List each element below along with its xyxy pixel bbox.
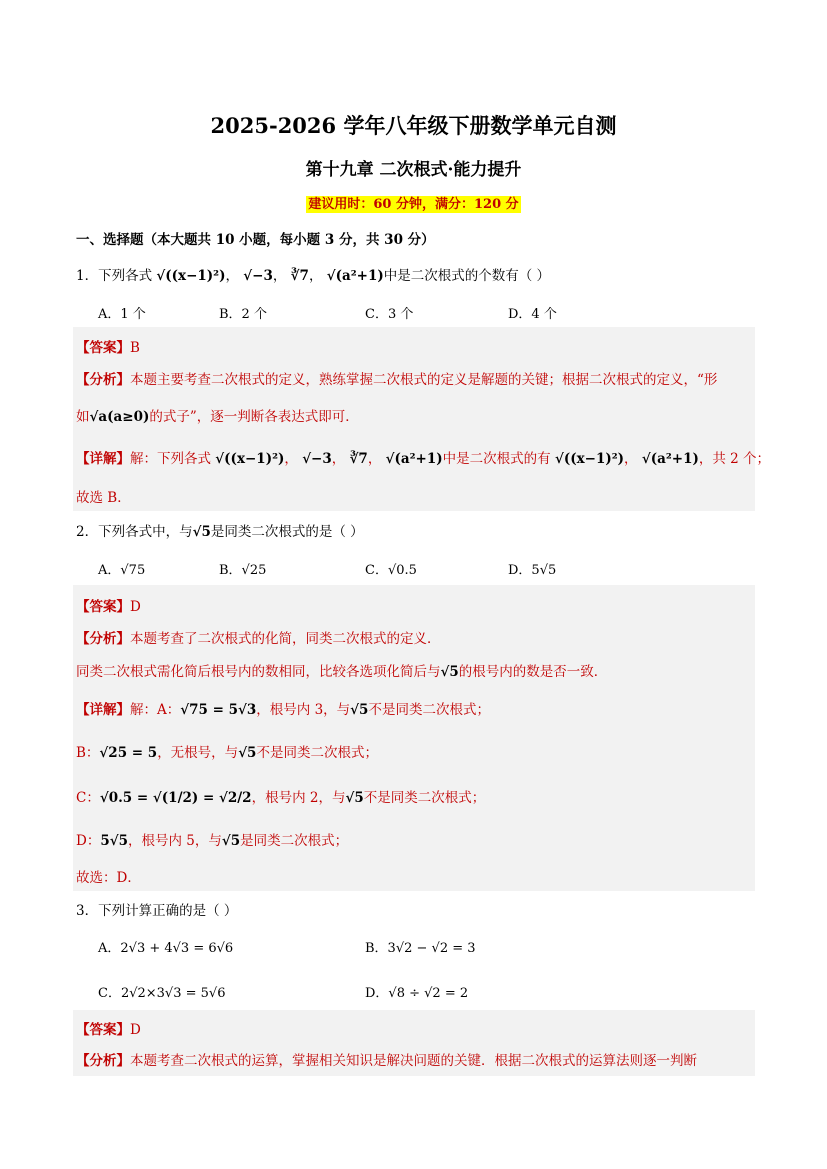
q2-detail-b-post: ，无根号，与 <box>157 745 239 761</box>
q2-detail-b-expr: √25 = 5 <box>99 745 158 761</box>
q1-expr2: √−3 <box>243 268 273 284</box>
q3-answer <box>76 1018 141 1038</box>
q1-detail-expr5: √((x−1)²) <box>554 451 625 467</box>
q3-option-a: A．2√3 + 4√3 = 6√6 <box>98 941 234 956</box>
q1-detail-sep1: ， <box>284 451 298 467</box>
q3-analysis-line1 <box>76 1049 697 1069</box>
q2-answer <box>76 595 141 615</box>
q1-answer-tag: 【答案】 <box>76 340 130 356</box>
q1-expr1: √((x−1)²) <box>156 268 226 284</box>
q2-detail-a-post: ，根号内 3，与 <box>256 702 351 718</box>
q1-option-c: C．3 个 <box>365 307 414 322</box>
q2-detail-b <box>76 741 378 761</box>
q1-detail-line <box>76 447 770 467</box>
q2-detail-c-post: ，根号内 2，与 <box>251 790 346 806</box>
q2-option-d: D．5√5 <box>508 563 557 578</box>
q3-answer-value: D <box>130 1022 141 1038</box>
page-title: 2025-2026 学年八年级下册数学单元自测 <box>210 113 617 138</box>
q1-sep3: ， <box>308 268 323 284</box>
q3-stem <box>76 899 237 919</box>
q2-stem <box>76 520 364 540</box>
q2-detail-d-expr: 5√5 <box>100 833 128 849</box>
q2-detail-b-verdict: 不是同类二次根式； <box>256 745 378 761</box>
q2-detail-c-verdict: 不是同类二次根式； <box>363 790 486 806</box>
q2-analysis-expr: √5 <box>440 664 459 680</box>
q2-detail-a-pre: 解：A： <box>130 702 181 718</box>
q1-sep2: ， <box>272 268 287 284</box>
q1-answer-value: B <box>130 340 140 356</box>
q1-detail-expr3: ∛7 <box>349 451 368 467</box>
chapter-subtitle: 第十九章 二次根式·能力提升 <box>305 160 522 180</box>
q3-number: 3． <box>76 903 99 919</box>
q2-stem-prefix: 下列各式中，与 <box>98 524 193 540</box>
q1-detail-mid: 中是二次根式的有 <box>442 451 551 467</box>
time-note <box>0 193 827 212</box>
q2-detail-tag: 【详解】 <box>76 702 130 718</box>
q2-detail-end: 故选：D． <box>76 870 141 886</box>
q2-detail-d <box>76 829 348 849</box>
q1-analysis-text1: 本题主要考查二次根式的定义，熟练掌握二次根式的定义是解题的关键；根据二次根式的定义，“形 <box>130 372 718 388</box>
q2-analysis-text1: 本题考查了二次根式的化简，同类二次根式的定义． <box>130 631 441 647</box>
q2-stem-suffix: 是同类二次根式的是（ ） <box>210 524 364 540</box>
q1-option-d: D．4 个 <box>508 307 557 322</box>
q1-analysis-pre: 如 <box>76 409 90 425</box>
q1-expr4: √(a²+1) <box>326 268 384 284</box>
q2-analysis-post: 的根号内的数是否一致． <box>458 664 608 680</box>
q2-detail-d-root: √5 <box>221 833 241 849</box>
q2-option-c: C．√0.5 <box>365 563 417 578</box>
q2-stem-expr: √5 <box>192 524 211 540</box>
q2-analysis-pre: 同类二次根式需化简后根号内的数相同，比较各选项化简后与 <box>76 664 441 680</box>
q2-option-b: B．√25 <box>219 563 267 578</box>
q1-analysis-tag: 【分析】 <box>76 372 130 388</box>
q2-detail-a-verdict: 不是同类二次根式； <box>368 702 490 718</box>
q1-analysis-expr: √a(a≥0) <box>89 409 150 425</box>
q2-detail-c-expr: √0.5 = √(1/2) = √2/2 <box>99 790 252 806</box>
q3-option-c: C．2√2×3√3 = 5√6 <box>98 986 226 1001</box>
q2-analysis-line1 <box>76 627 441 647</box>
section-heading: 一、选择题（本大题共 10 小题，每小题 3 分，共 30 分） <box>76 232 435 248</box>
q3-stem-text: 下列计算正确的是（ ） <box>98 903 238 919</box>
q1-detail-tag: 【详解】 <box>76 451 130 467</box>
time-note-highlight: 建议用时：60 分钟，满分：120 分 <box>308 197 519 212</box>
q2-answer-value: D <box>130 599 141 615</box>
q1-detail-pre: 解：下列各式 <box>130 451 211 467</box>
q1-sep1: ， <box>225 268 239 284</box>
q1-analysis-line2 <box>76 405 359 425</box>
q1-stem-prefix: 下列各式 <box>98 268 153 284</box>
q3-analysis-text1: 本题考查二次根式的运算，掌握相关知识是解决问题的关键．根据二次根式的运算法则逐一判断 <box>130 1053 697 1069</box>
q1-option-a: A．1 个 <box>98 307 146 322</box>
q1-number: 1． <box>76 268 99 284</box>
q1-detail-expr2: √−3 <box>302 451 332 467</box>
q3-option-d: D．√8 ÷ √2 = 2 <box>365 986 469 1001</box>
q2-detail-d-verdict: 是同类二次根式； <box>240 833 349 849</box>
q1-stem <box>76 264 550 284</box>
q1-detail-expr4: √(a²+1) <box>385 451 443 467</box>
q2-answer-tag: 【答案】 <box>76 599 130 615</box>
q2-detail-d-post: ，根号内 5，与 <box>128 833 222 849</box>
q2-detail-a <box>76 698 490 718</box>
q2-number: 2． <box>76 524 99 540</box>
q1-detail-sep2: ， <box>331 451 346 467</box>
q3-answer-tag: 【答案】 <box>76 1022 130 1038</box>
q2-detail-a-root: √5 <box>350 702 369 718</box>
q1-answer <box>76 336 140 356</box>
q1-detail-expr6: √(a²+1) <box>641 451 699 467</box>
q2-detail-d-pre: D： <box>76 833 101 849</box>
q3-analysis-tag: 【分析】 <box>76 1053 130 1069</box>
q1-detail-sep4: ， <box>624 451 638 467</box>
q1-expr3: ∛7 <box>290 268 309 284</box>
q2-detail-c-pre: C： <box>76 790 100 806</box>
q2-detail-a-expr: √75 = 5√3 <box>180 702 257 718</box>
q2-analysis-tag: 【分析】 <box>76 631 130 647</box>
q2-detail-c-root: √5 <box>345 790 364 806</box>
q1-detail-sep3: ， <box>367 451 382 467</box>
q1-detail-end: 故选 B． <box>76 490 131 506</box>
q1-option-b: B．2 个 <box>219 307 267 322</box>
q1-analysis-post: 的式子”，逐一判断各表达式即可． <box>149 409 359 425</box>
q1-detail-post: ，共 2 个； <box>698 451 771 467</box>
q3-option-b: B．3√2 − √2 = 3 <box>365 941 476 956</box>
q1-stem-suffix: 中是二次根式的个数有（ ） <box>383 268 551 284</box>
q2-option-a: A．√75 <box>98 563 146 578</box>
q2-detail-b-pre: B： <box>76 745 100 761</box>
q2-detail-c <box>76 786 485 806</box>
q1-analysis-line1 <box>76 368 717 388</box>
q2-analysis-line2 <box>76 660 607 680</box>
q1-detail-expr1: √((x−1)²) <box>215 451 285 467</box>
q2-detail-b-root: √5 <box>238 745 257 761</box>
